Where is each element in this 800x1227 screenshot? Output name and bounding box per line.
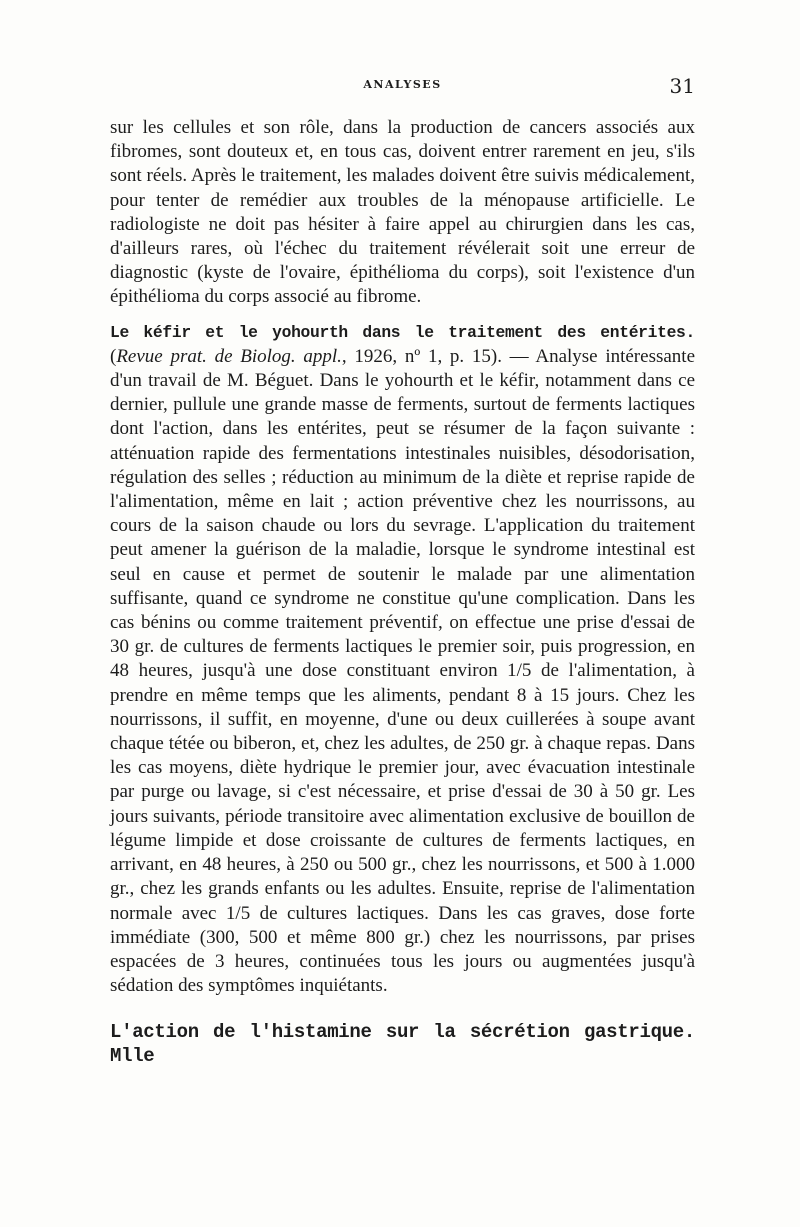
running-title: ANALYSES: [363, 78, 442, 91]
article-heading: Le kéfir et le yohourth dans le traitement des entérites.: [110, 322, 695, 342]
next-article-heading: L'action de l'histamine sur la sécrétion gastrique. Mlle: [110, 1021, 695, 1068]
journal-reference: Revue prat. de Biolog. appl.: [116, 345, 342, 367]
article-body: Analyse intéressante d'un travail de M. Béguet. Dans le yohourth et le kéfir, notamment dans ce dernier, pullule une grande masse de ferments, surtout de ferments lactiques dont l'action, dans les entérites, peut se résumer de la façon suivante : atténuation rapide des fermentations intestinales nuisibles, désodorisation, régulation des selles ; réduction au minimum de la diète et reprise rapide de l'alimentation, même en lait ; action préventive chez les nourrissons, au cours de la saison chaude ou lors du sevrage. L'application du traitement peut amener la guérison de la maladie, lorsque le syndrome intestinal est seul en cause et permet de soutenir le malade par une alimentation suffisante, quand ce syndrome ne constitue qu'une complication. Dans les cas bénins ou comme traitement préventif, on effectue une prise d'essai de 30 gr. de cultures de ferments lactiques le premier soir, puis progression, en 48 heures, jusqu'à une dose constituant environ 1/5 de l'alimentation, à prendre en même temps que les aliments, pendant 8 à 15 jours. Chez les nourrissons, il suffit, en moyenne, d'une ou deux cuillerées à soupe avant chaque tétée ou biberon, et, chez les adultes, de 250 gr. à chaque repas. Dans les cas moyens, diète hydrique le premier jour, avec évacuation intestinale par purge ou lavage, si c'est nécessaire, et prise d'essai de 30 à 50 gr. Les jours suivants, période transitoire avec alimentation exclusive de bouillon de légume limpide et dose croissante de cultures de ferments lactiques, en arrivant, en 48 heures, à 250 ou 500 gr., chez les nourrissons, et 500 à 1.000 gr., chez les grands enfants ou les adultes. Ensuite, reprise de l'alimentation normale avec 1/5 de cultures lactiques. Dans les cas graves, dose forte immédiate (300, 500 et même 800 gr.) chez les nourrissons, par prises espacées de 3 heures, continuées tous les jours ou augmentées jusqu'à sédation des symptômes inquiétants.: [110, 345, 696, 997]
page-header: [110, 74, 695, 100]
article-kefir-yohourth: [110, 320, 695, 999]
ref-open: (: [110, 345, 117, 367]
reference-details: , 1926, nº 1, p. 15). —: [341, 345, 536, 367]
body-text: [110, 116, 695, 1068]
paragraph-continued: sur les cellules et son rôle, dans la production de cancers associés aux fibromes, sont douteux et, en tous cas, doivent entrer rarement en jeu, s'ils sont réels. Après le traitement, les malades doivent être suivis médicalement, pour tenter de remédier aux troubles de la ménopause artificielle. Le radiologiste ne doit pas hésiter à faire appel au chirurgien dans les cas, d'ailleurs rares, où l'échec du traitement révélerait soit une erreur de diagnostic (kyste de l'ovaire, épithélioma du corps), soit l'existence d'un épithélioma du corps associé au fibrome.: [110, 117, 695, 308]
page-number: 31: [669, 74, 695, 98]
